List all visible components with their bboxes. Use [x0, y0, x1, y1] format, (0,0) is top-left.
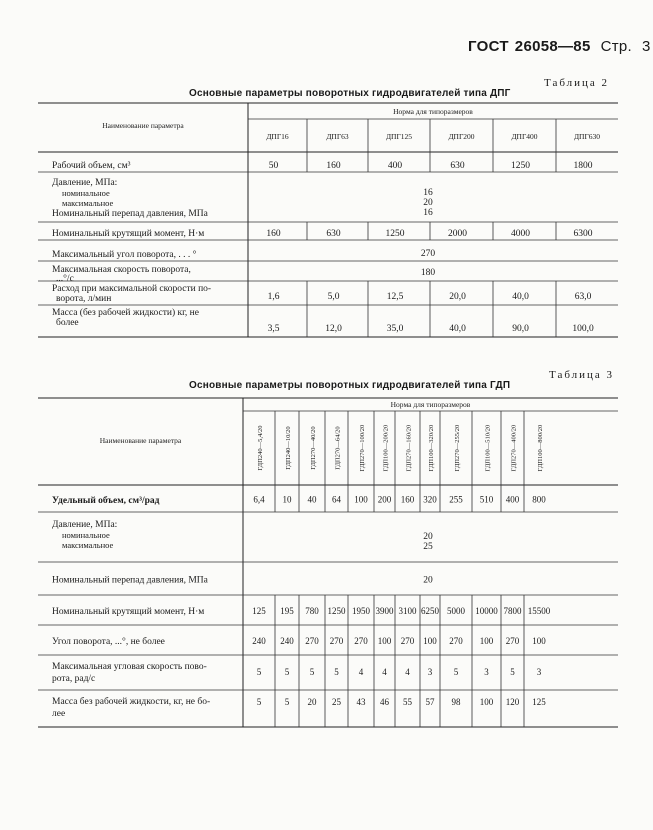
table3-cell: 270: [354, 636, 368, 646]
table3-cell: 100: [532, 636, 546, 646]
table3-merged-cell: 20: [423, 575, 433, 586]
table2-title: Основные параметры поворотных гидродвигателей типа ДПГ: [189, 88, 511, 99]
table2-cell: 12,5: [386, 292, 404, 302]
table2-row-label: максимальное: [62, 198, 114, 208]
gost-label: ГОСТ: [468, 38, 509, 55]
table3-cell: 780: [305, 606, 319, 616]
table2-row-label: Расход при максимальной скорости по-: [52, 284, 212, 294]
table3-cell: 40: [307, 494, 317, 505]
table3-cell: 270: [449, 636, 463, 646]
table2-param-header: Наименование параметра: [102, 121, 184, 130]
table3-cell: 3900: [375, 606, 394, 616]
table2-cell: 1,6: [267, 292, 280, 302]
table2-cell: 35,0: [386, 324, 404, 334]
table2-cell: 400: [387, 161, 403, 171]
table3-norms-header: Норма для типоразмеров: [390, 400, 471, 409]
table3-row-label: лее: [52, 709, 66, 719]
table2-col-header: ДПГ400: [511, 132, 538, 141]
table2-cell: 3,5: [267, 324, 280, 334]
table3-cell: 10000: [475, 606, 498, 616]
table3-cell: 100: [479, 697, 494, 707]
table2-cell: 90,0: [512, 324, 529, 334]
table3-cell: 15500: [527, 606, 551, 616]
table3-col-header: ГДП100—800/20: [537, 424, 544, 472]
page-number: 3: [642, 38, 651, 55]
table3-cell: 270: [505, 636, 520, 646]
table2-cell: 6300: [573, 229, 593, 239]
table3-cell: 25: [332, 697, 341, 707]
table3-cell: 240: [280, 636, 294, 646]
table2-row-label: номинальное: [62, 188, 110, 198]
table3-cell: 240: [252, 636, 266, 646]
table3-row-label: Давление, МПа:: [52, 520, 118, 530]
table2-row-label: Максимальная скорость поворота,: [52, 265, 191, 275]
table2-cell: 40,0: [449, 324, 466, 334]
table3-col-header: ГДП270—255/20: [454, 424, 461, 472]
table2-row-label: ...°/с: [56, 274, 74, 284]
table3-row-label: рота, рад/с: [52, 674, 96, 684]
table3-cell: 98: [451, 697, 461, 707]
table2-cell: 12,0: [325, 324, 342, 334]
table3-cell: 270: [305, 636, 319, 646]
table3-cell: 10: [282, 494, 292, 505]
table2-row-label: Давление, МПа:: [52, 178, 118, 188]
table3-param-header: Наименование параметра: [99, 436, 182, 445]
table3-cell: 5000: [447, 606, 465, 616]
table3-cell: 6250: [421, 606, 439, 616]
table2-cell: 1800: [573, 161, 593, 171]
table3-cell: 125: [532, 697, 546, 707]
table3-cell: 5: [334, 667, 339, 677]
table2-row-label: Номинальный крутящий момент, Н·м: [52, 229, 205, 239]
table3-row-label: Максимальная угловая скорость пово-: [52, 662, 207, 672]
table3-label: Таблица 3: [549, 369, 615, 381]
table3-cell: 55: [403, 697, 412, 707]
table3-cell: 3: [427, 667, 433, 677]
table3-cell: 4: [358, 667, 364, 677]
table2-norms-header: Норма для типоразмеров: [393, 107, 473, 116]
table2-col-header: ДПГ125: [385, 132, 413, 141]
table2-merged-cell: 16: [423, 188, 433, 198]
table2-cell: 20,0: [449, 292, 466, 302]
table3-row-label: Удельный объем, см³/рад: [52, 496, 160, 506]
table3-cell: 5: [256, 697, 262, 707]
table3-col-header: ГДП270—40/20: [310, 426, 317, 470]
table3-row-label: номинальное: [62, 530, 110, 540]
table2-merged-cell: 180: [420, 268, 436, 278]
table3-row-label: максимальное: [62, 540, 114, 550]
table3-cell: 100: [354, 494, 368, 505]
table3-cell: 3: [484, 667, 489, 677]
table3-cell: 270: [400, 636, 415, 646]
table3-cell: 1250: [327, 606, 346, 616]
table3-cell: 46: [380, 697, 389, 707]
table3-cell: 5: [510, 667, 515, 677]
table3-col-header: ГДП100—200/20: [382, 424, 390, 472]
table2-cell: 4000: [511, 229, 530, 239]
table2-cell: 5,0: [327, 292, 340, 302]
table3-col-header: ГДП100—320/20: [428, 424, 435, 472]
table2-cell: 1250: [511, 161, 530, 171]
table2-row-label: Масса (без рабочей жидкости) кг, не: [52, 308, 199, 318]
table3-col-header: ГДП240—5,4/20: [257, 425, 264, 471]
table2-col-header: ДПГ200: [448, 132, 475, 141]
table2-row-label: Номинальный перепад давления, МПа: [52, 209, 208, 219]
table2-cell: 100,0: [572, 324, 594, 334]
table2-cell: 630: [326, 229, 341, 239]
table3-cell: 800: [532, 494, 546, 505]
table3-cell: 3100: [398, 606, 417, 616]
table3-merged-cell: 20: [423, 532, 433, 542]
page-label: Стр.: [600, 38, 633, 55]
table3-row-label: Масса без рабочей жидкости, кг, не бо-: [52, 697, 211, 707]
table3-cell: 4: [382, 667, 387, 677]
table2-cell: 1250: [385, 229, 405, 239]
table3-cell: 320: [423, 494, 437, 505]
table3-cell: 7800: [503, 606, 522, 616]
table3-cell: 100: [377, 636, 392, 646]
table3-title: Основные параметры поворотных гидродвигателей типа ГДП: [189, 380, 511, 391]
table3-cell: 5: [453, 667, 459, 677]
table2-merged-cell: 270: [420, 249, 436, 259]
table3-col-header: ГДП240—10/20: [285, 426, 292, 470]
table3-col-header: ГДП100—510/20: [484, 424, 492, 472]
table3-cell: 100: [479, 636, 494, 646]
table2-col-header: ДПГ16: [266, 132, 289, 141]
table2-merged-cell: 20: [423, 198, 433, 208]
table2-col-header: ДПГ63: [326, 132, 349, 141]
table3-cell: 5: [284, 697, 290, 707]
table3-cell: 400: [505, 494, 520, 505]
table3-row-label: Номинальный перепад давления, МПа: [52, 575, 208, 586]
table3-cell: 195: [280, 606, 294, 616]
table2-row-label: более: [56, 318, 79, 328]
table2-merged-cell: 16: [423, 208, 433, 218]
table3-col-header: ГДП270—100/20: [359, 424, 366, 472]
table3-row-label: Угол поворота, ...°, не более: [52, 637, 165, 647]
table2-col-header: ДПГ630: [573, 132, 601, 141]
table3-cell: 120: [505, 697, 520, 707]
table3-cell: 270: [329, 636, 344, 646]
table3-cell: 5: [309, 667, 315, 677]
table3-cell: 20: [307, 697, 317, 707]
table2-cell: 2000: [448, 229, 467, 239]
table2-row-label: ворота, л/мин: [56, 294, 112, 304]
table3-cell: 5: [284, 667, 290, 677]
table3-cell: 64: [332, 494, 341, 505]
table3-cell: 160: [400, 494, 415, 505]
table2-row-label: Рабочий объем, см³: [52, 161, 131, 171]
table3-cell: 5: [256, 667, 262, 677]
table2-cell: 160: [326, 161, 341, 171]
table3-cell: 200: [377, 494, 392, 505]
table3-cell: 510: [479, 494, 494, 505]
table2-row-label: Максимальный угол поворота, . . . °: [52, 250, 197, 260]
table3-cell: 3: [536, 667, 542, 677]
table2-cell: 40,0: [512, 292, 529, 302]
table3-cell: 1950: [352, 606, 370, 616]
table3-cell: 100: [423, 636, 437, 646]
table2-label: Таблица 2: [544, 77, 610, 89]
table2-cell: 160: [266, 229, 281, 239]
table2-cell: 63,0: [574, 292, 592, 302]
table3-row-label: Номинальный крутящий момент, Н·м: [52, 607, 205, 617]
table2-cell: 50: [268, 161, 279, 171]
table3-col-header: ГДП270—64/20: [334, 426, 342, 470]
table3-cell: 6,4: [253, 494, 265, 505]
table3-cell: 125: [252, 606, 266, 616]
table3-cell: 4: [405, 667, 410, 677]
gost-number: 26058—85: [514, 38, 591, 55]
table3-cell: 57: [425, 697, 435, 707]
table3-cell: 255: [449, 494, 463, 505]
table3-cell: 43: [356, 697, 366, 707]
table3-col-header: ГДП270—400/20: [510, 424, 518, 472]
table3-merged-cell: 25: [423, 542, 433, 552]
table2-cell: 630: [450, 161, 465, 171]
table3-col-header: ГДП270—160/20: [405, 424, 413, 472]
